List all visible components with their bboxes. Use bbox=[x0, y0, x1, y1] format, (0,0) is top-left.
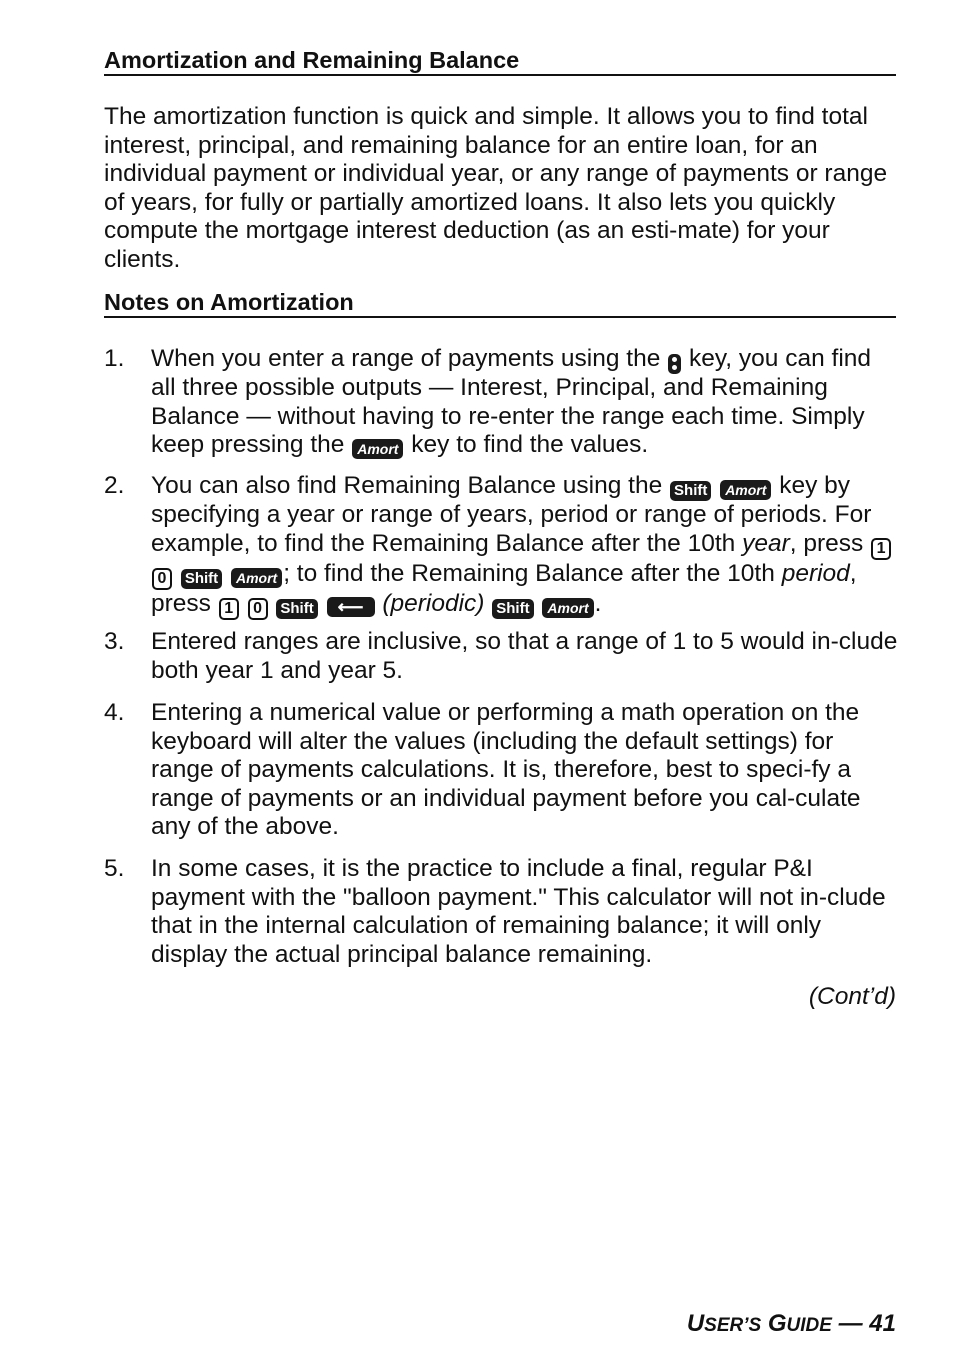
amort-key-icon: Amort bbox=[720, 480, 771, 500]
footer-g: G bbox=[767, 1310, 787, 1337]
item2-text-e: , press bbox=[151, 559, 857, 617]
list-number-2: 2. bbox=[104, 472, 125, 499]
item1-text-b: key, you can find all three possible outputs — Interest, Principal, and Remaining Balance — without having to re-enter the range each time. Simply keep pressing the bbox=[151, 345, 872, 458]
page-number: 41 bbox=[869, 1310, 896, 1337]
footer-u: U bbox=[686, 1310, 705, 1337]
item2-text-c: , press bbox=[789, 529, 864, 557]
list-item-2 bbox=[151, 472, 899, 620]
shift-key-icon: Shift bbox=[492, 599, 533, 619]
list-item-5: In some cases, it is the practice to include a final, regular P&I payment with the "balloon payment." This calculator will not in-clude that in the internal calculation of remaining balance; it will only display the actual principal balance remaining. bbox=[151, 855, 886, 968]
section-heading-amortization: Amortization and Remaining Balance bbox=[104, 46, 896, 76]
footer-apos: ’ bbox=[743, 1315, 749, 1336]
one-key-icon: 1 bbox=[871, 538, 891, 560]
amort-key-icon: Amort bbox=[231, 568, 282, 588]
intro-paragraph: The amortization function is quick and simple. It allows you to find total interest, principal, and remaining balance for an entire loan, for an individual payment or individual year, or any range of payments or range of years, for fully or partially amortized loans. It also lets you quickly compute the mortgage interest deduction (as an esti-mate) for your clients. bbox=[104, 103, 888, 273]
list-number-4: 4. bbox=[104, 699, 125, 726]
zero-key-icon: 0 bbox=[152, 568, 172, 590]
item2-text-d: ; to find the Remaining Balance after the 10th bbox=[283, 559, 775, 587]
item2-text-a: You can also find Remaining Balance using the bbox=[151, 472, 663, 499]
item1-text-a: When you enter a range of payments using the bbox=[151, 345, 661, 372]
list-item-3: Entered ranges are inclusive, so that a range of 1 to 5 would in-clude both year 1 and year 5. bbox=[151, 628, 898, 684]
continued-note: (Cont’d) bbox=[808, 983, 896, 1010]
item2-period: period bbox=[781, 559, 850, 587]
item2-text-b: key by specifying a year or range of years, period or range of periods. For example, to find the Remaining Balance after the 10th bbox=[151, 472, 872, 557]
shift-key-icon: Shift bbox=[670, 481, 711, 501]
list-item-4: Entering a numerical value or performing a math operation on the keyboard will alter the values (including the default settings) for range of payments calculations. It is, therefore, best to speci-fy a range of payments or an individual payment before you cal-culate any of the above. bbox=[151, 699, 861, 840]
footer-uide: UIDE bbox=[786, 1315, 832, 1336]
list-number-3: 3. bbox=[104, 628, 125, 655]
footer-sep: — bbox=[831, 1310, 870, 1337]
shift-key-icon: Shift bbox=[181, 569, 222, 589]
item2-year: year bbox=[742, 529, 790, 557]
footer-space bbox=[761, 1310, 768, 1337]
colon-key-icon bbox=[668, 354, 681, 374]
zero-key-icon: 0 bbox=[248, 598, 268, 620]
shift-key-icon: Shift bbox=[276, 599, 317, 619]
list-item-1 bbox=[151, 345, 899, 460]
section-heading-notes: Notes on Amortization bbox=[104, 288, 896, 318]
item2-periodic: (periodic) bbox=[382, 589, 485, 617]
page-footer bbox=[687, 1310, 896, 1338]
left-arrow-key-icon: ⟵ bbox=[327, 597, 375, 617]
amort-key-icon: Amort bbox=[352, 439, 403, 459]
amort-key-icon: Amort bbox=[542, 598, 593, 618]
item2-text-f: . bbox=[594, 589, 602, 617]
list-number-1: 1. bbox=[104, 345, 125, 372]
item1-text-c: key to find the values. bbox=[411, 431, 649, 458]
footer-s: S bbox=[748, 1315, 762, 1336]
list-number-5: 5. bbox=[104, 855, 125, 882]
footer-ser: SER bbox=[704, 1315, 744, 1336]
one-key-icon: 1 bbox=[219, 598, 239, 620]
